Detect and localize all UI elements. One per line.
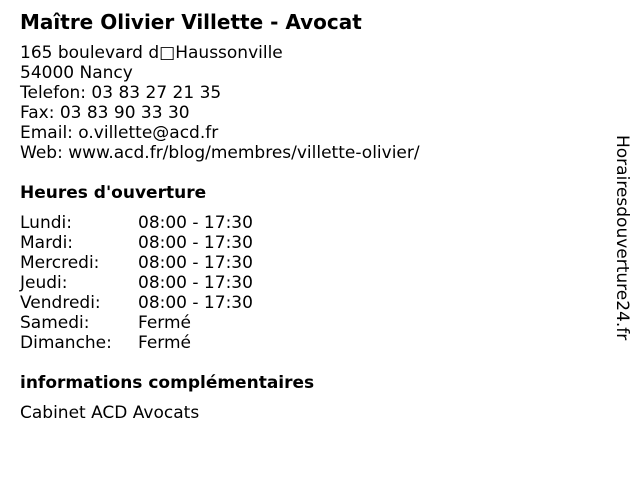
address-city: 54000 Nancy [20, 63, 133, 83]
day-label: Mardi: [20, 233, 74, 253]
hours-table [20, 213, 320, 353]
phone-number: Telefon: 03 83 27 21 35 [20, 83, 222, 103]
address-street: 165 boulevard d□Haussonville [20, 43, 283, 63]
hours-row-wednesday [20, 253, 320, 273]
contact-block [20, 43, 420, 163]
time-value: 08:00 - 17:30 [138, 293, 253, 313]
website-url: Web: www.acd.fr/blog/membres/villette-olivier/ [20, 143, 420, 163]
day-label: Lundi: [20, 213, 72, 233]
time-value: 08:00 - 17:30 [138, 273, 253, 293]
time-value: 08:00 - 17:30 [138, 213, 253, 233]
day-label: Mercredi: [20, 253, 100, 273]
hours-heading: Heures d'ouverture [20, 183, 207, 203]
fax-number: Fax: 03 83 90 33 30 [20, 103, 190, 123]
time-value: 08:00 - 17:30 [138, 253, 253, 273]
hours-row-friday [20, 293, 320, 313]
hours-row-saturday [20, 313, 320, 333]
hours-row-tuesday [20, 233, 320, 253]
hours-row-thursday [20, 273, 320, 293]
email-address: Email: o.villette@acd.fr [20, 123, 219, 143]
info-heading: informations complémentaires [20, 373, 315, 393]
business-title: Maître Olivier Villette - Avocat [20, 10, 362, 34]
day-label: Jeudi: [20, 273, 68, 293]
time-value: Fermé [138, 313, 192, 333]
hours-row-monday [20, 213, 320, 233]
site-watermark: Horairesdouverture24.fr [612, 135, 632, 341]
time-value: 08:00 - 17:30 [138, 233, 253, 253]
info-text: Cabinet ACD Avocats [20, 403, 200, 423]
time-value: Fermé [138, 333, 192, 353]
hours-row-sunday [20, 333, 320, 353]
day-label: Dimanche: [20, 333, 112, 353]
day-label: Vendredi: [20, 293, 101, 313]
day-label: Samedi: [20, 313, 90, 333]
